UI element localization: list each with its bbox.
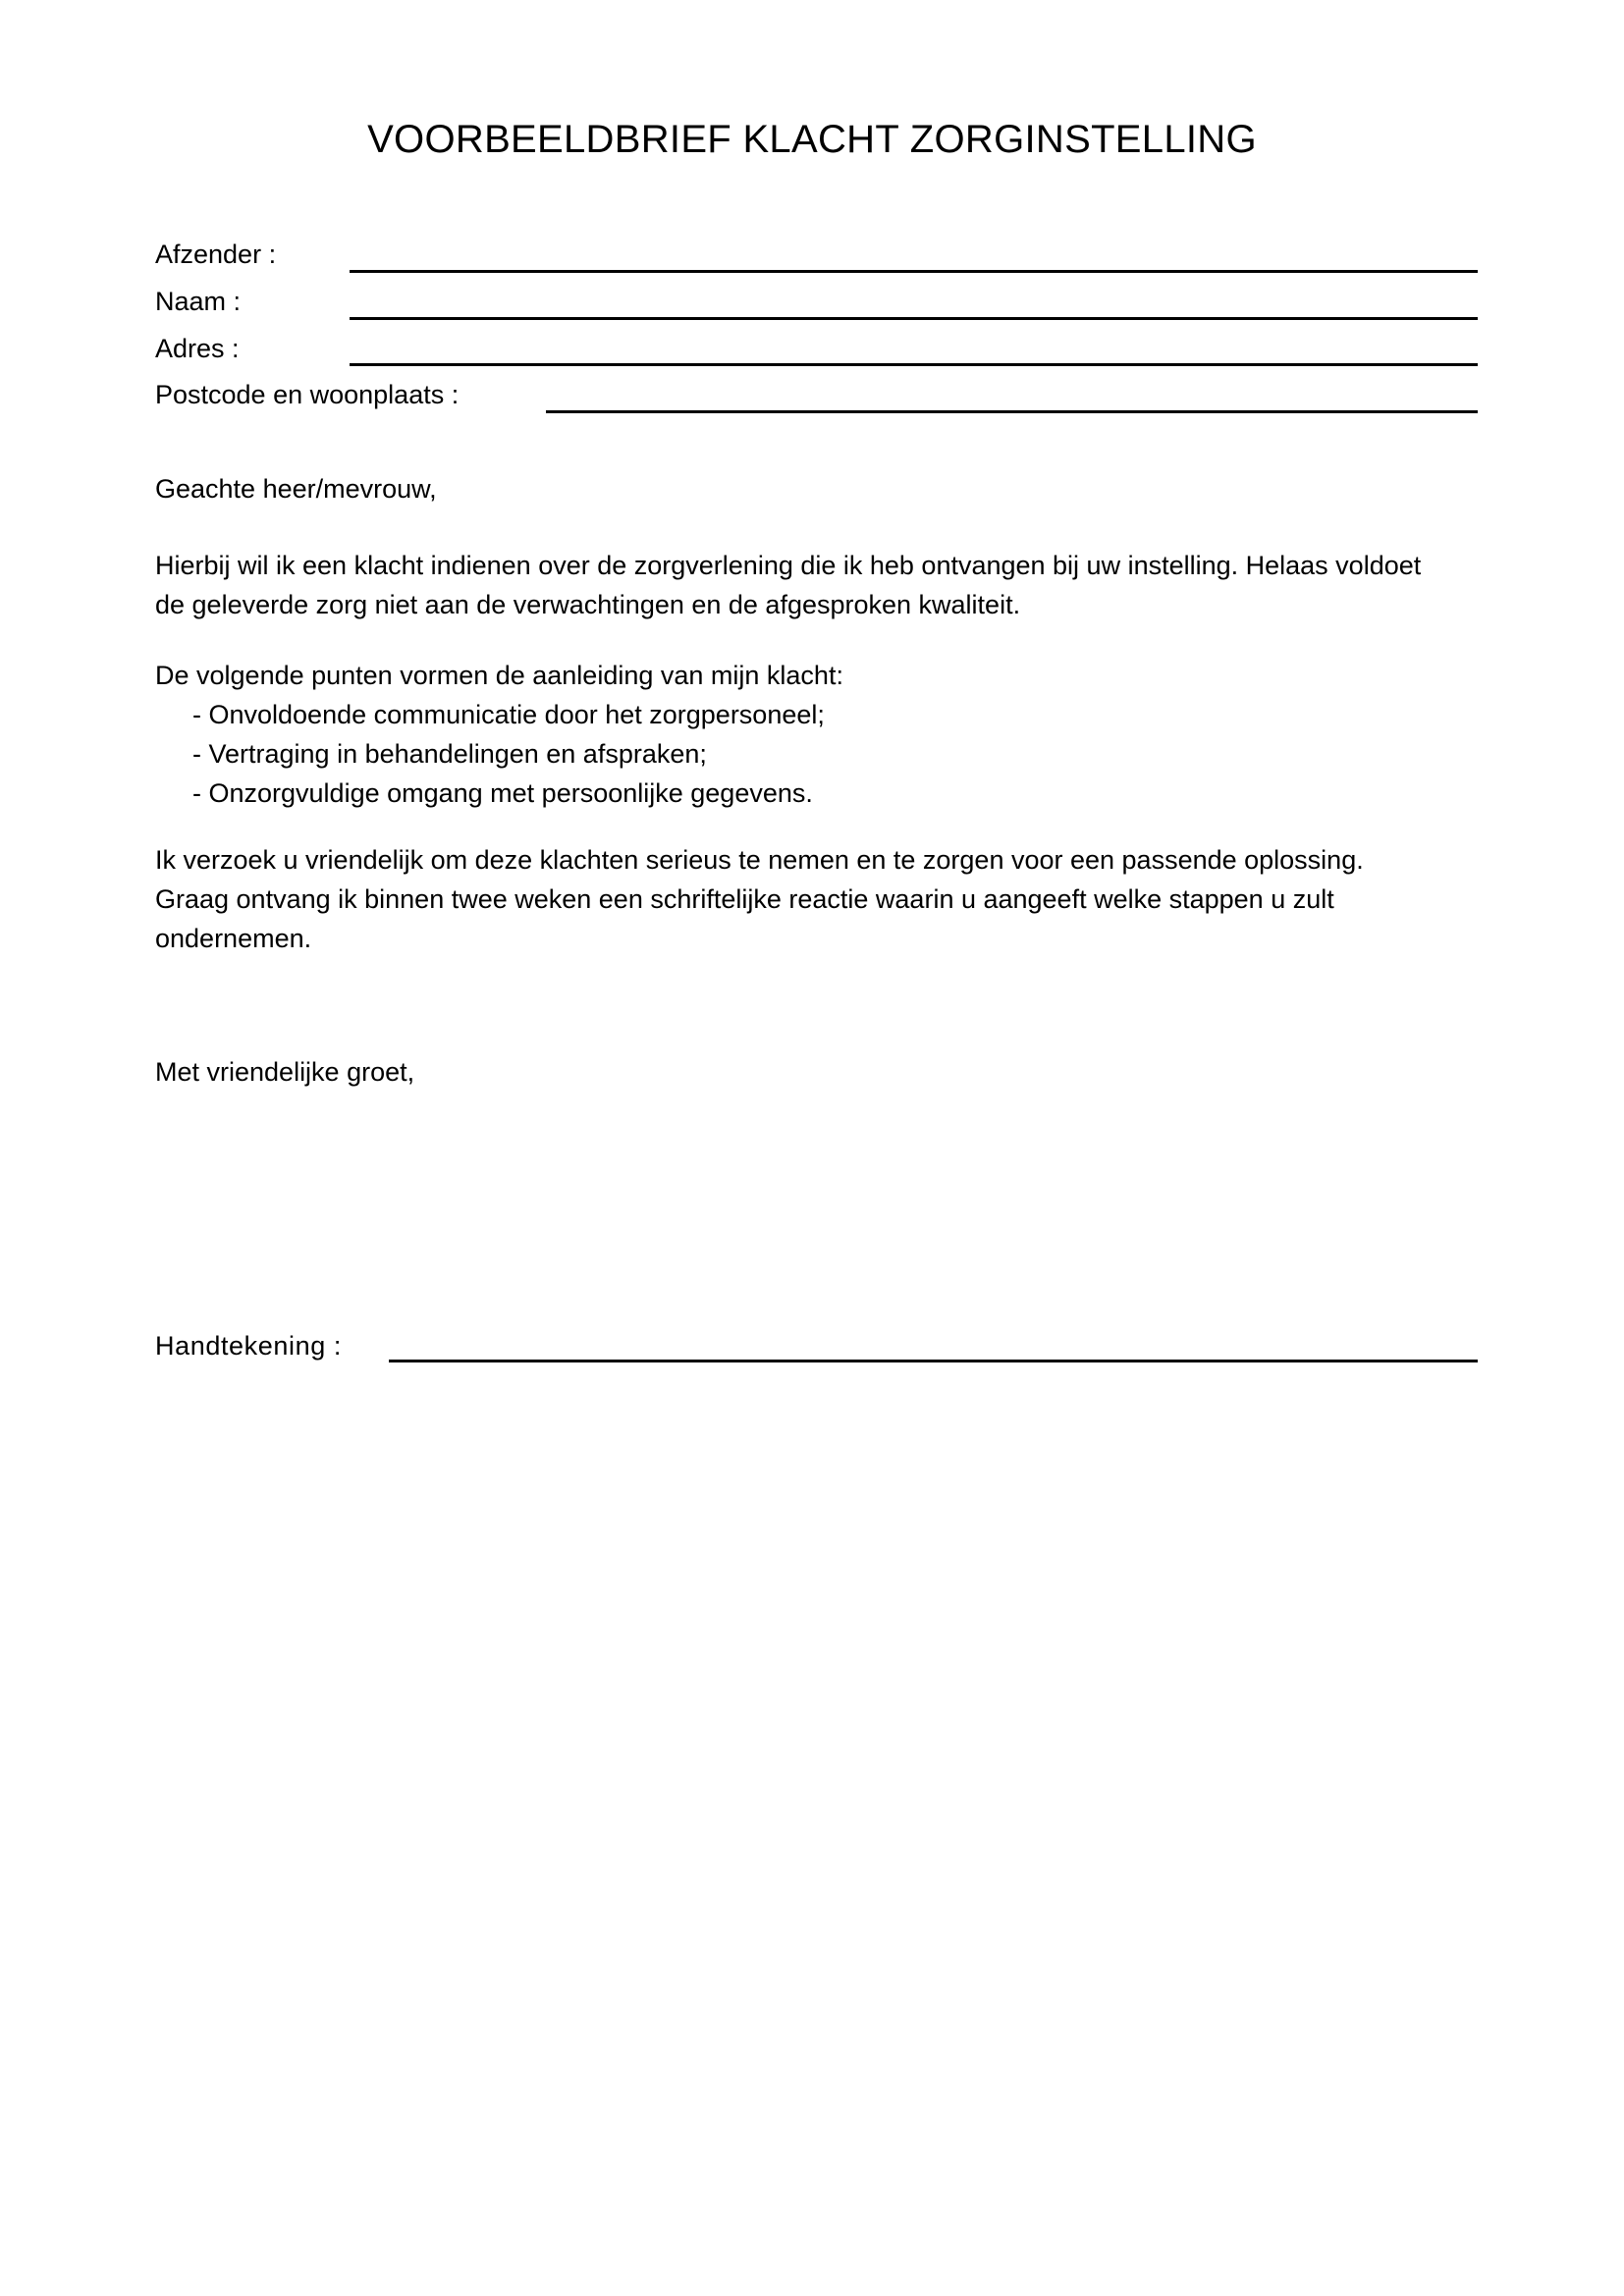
- postcode-field[interactable]: [546, 410, 1478, 413]
- list-item: - Onvoldoende communicatie door het zorgpersoneel;: [192, 700, 825, 729]
- points-intro: De volgende punten vormen de aanleiding van mijn klacht:: [155, 661, 843, 690]
- list-item: - Onzorgvuldige omgang met persoonlijke gegevens.: [192, 778, 813, 808]
- afzender-label: Afzender :: [155, 240, 277, 269]
- afzender-field[interactable]: [350, 270, 1478, 273]
- paragraph-2: [155, 840, 1490, 958]
- adres-field[interactable]: [350, 363, 1478, 366]
- adres-label: Adres :: [155, 334, 240, 363]
- salutation: Geachte heer/mevrouw,: [155, 474, 437, 504]
- signature-label: Handtekening :: [155, 1331, 343, 1361]
- signature-field[interactable]: [389, 1360, 1478, 1362]
- list-item: - Vertraging in behandelingen en afspraken;: [192, 739, 707, 769]
- naam-field[interactable]: [350, 317, 1478, 320]
- paragraph-2-line: Ik verzoek u vriendelijk om deze klachten serieus te nemen en te zorgen voor een passende oplossing.: [155, 845, 1364, 875]
- paragraph-1-line: de geleverde zorg niet aan de verwachtingen en de afgesproken kwaliteit.: [155, 590, 1021, 619]
- postcode-label: Postcode en woonplaats :: [155, 380, 460, 409]
- paragraph-2-line: ondernemen.: [155, 924, 312, 953]
- closing: Met vriendelijke groet,: [155, 1057, 415, 1087]
- complaint-points-list: [192, 695, 1469, 813]
- paragraph-2-line: Graag ontvang ik binnen twee weken een schriftelijke reactie waarin u aangeeft welke stappen u zult: [155, 884, 1334, 914]
- paragraph-1-line: Hierbij wil ik een klacht indienen over de zorgverlening die ik heb ontvangen bij uw instelling. Helaas voldoet: [155, 551, 1422, 580]
- paragraph-1: [155, 546, 1490, 624]
- naam-label: Naam :: [155, 287, 242, 316]
- letter-title: VOORBEELDBRIEF KLACHT ZORGINSTELLING: [367, 118, 1257, 161]
